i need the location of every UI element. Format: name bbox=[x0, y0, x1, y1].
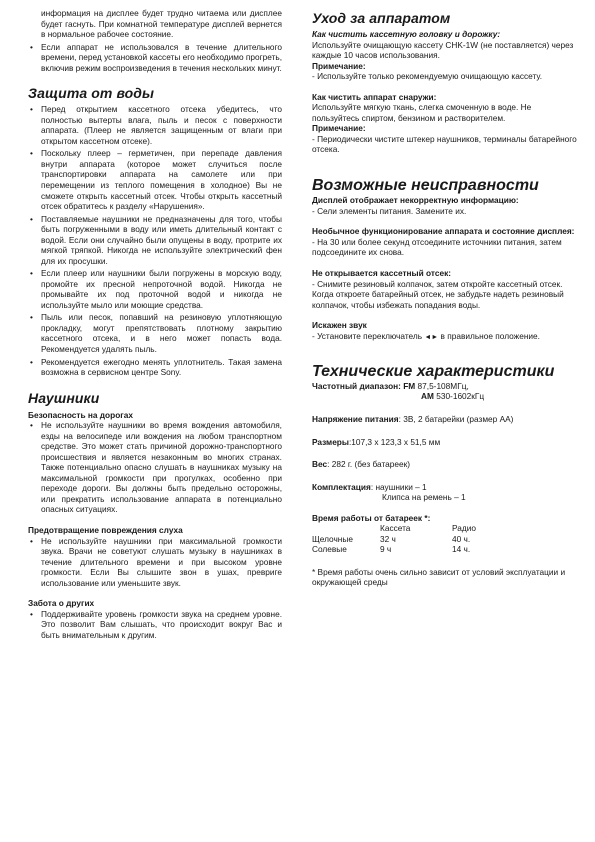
outside-cleaning-heading: Как чистить аппарат снаружи: bbox=[312, 91, 437, 102]
list-item-text: Не используйте наушники при максимальной громкости звука. Врачи не советуют слушать музыку в наушниках в течение длительного времени и при высоком уровне громкости. Если Вы слышите звон в ушах, превриге использование или уменьшите звук. bbox=[41, 535, 282, 588]
list-item: • Поддерживайте уровень громкости звука на среднем уровне. Это позволит Вам слышать, что происходит вокруг Вас и быть внимательным к другим. bbox=[30, 608, 282, 640]
battery-table bbox=[312, 523, 476, 555]
water-list bbox=[28, 104, 282, 377]
direction-switch-icon: ◄► bbox=[424, 333, 439, 341]
list-item: • Поскольку плеер – герметичен, при перепаде давления внутри аппарата (которое может случиться после транспортировки аппарата на самолете или при перемещении из теплого помещения в холодное) Вы не сможете открыть кассетный отсек. Чтобы открыть кассетный отсек обратитесь к разделу «Нарушения». bbox=[30, 148, 282, 212]
battery-footnote: * Время работы очень сильно зависит от условий эксплуатации и окружающей среды bbox=[312, 566, 566, 588]
list-item-text: Если аппарат не использовался в течение длительного времени, перед установкой кассеты его необходимо прогреть, включив режим воспроизведения в течения нескольких минут. bbox=[41, 41, 282, 73]
list-item-text: Поставляемые наушники не предназначены для того, чтобы быть погруженными в воду или иметь длительный контакт с водой. Если они случайно были опущены в воду, протрите их мягкой тряпкой. Никогда не используйте электрический фен для их просушки. bbox=[41, 213, 282, 266]
list-item: • Рекомендуется ежегодно менять уплотнитель. Такая замена возможна в сервисном центре Sony. bbox=[30, 356, 282, 378]
head-cleaning-text: Используйте очищающую кассету CHK-1W (не поставляется) через каждые 10 часов использования. bbox=[312, 39, 574, 61]
kit-row-2: Клипса на ремень – 1 bbox=[382, 492, 466, 503]
size-row: Размеры:107,3 х 123,3 х 51,5 мм bbox=[312, 436, 441, 447]
frequency-row: Частотный диапазон: FM 87,5-108МГц, bbox=[312, 380, 469, 391]
note-label: Примечание: bbox=[312, 60, 366, 71]
kit-row: Комплектация: наушники – 1 bbox=[312, 481, 427, 492]
right-column bbox=[312, 8, 578, 588]
intro-paragraph: информация на дисплее будет трудно читаема или дисплее будет гаснуть. При комнатной температуре дисплей вернется в нормальное рабочее состояние. bbox=[41, 8, 282, 40]
care-section-title: Уход за аппаратом bbox=[312, 10, 451, 26]
headphones-section-title: Наушники bbox=[28, 389, 100, 406]
road-safety-heading: Безопасность на дорогах bbox=[28, 409, 133, 420]
weight-row: Вес: 282 г. (без батареек) bbox=[312, 459, 411, 470]
head-cleaning-heading: Как чистить кассетную головку и дорожку: bbox=[312, 29, 501, 40]
list-item: • Если плеер или наушники были погружены в морскую воду, промойте их пресной непроточной водой. Никогда не промывайте их под проточной водой и никогда не используйте мыло или моющие средства. bbox=[30, 268, 282, 310]
list-item: • Не используйте наушники во время вождения автомобиля, езды на велосипеде или вождения на любом транспортном средстве. Это может стать причиной дорожно-транспортного происшествия и является незаконным во многих странах. Также потенциально опасно слушать в наушниках музыку на максимальной громкости при прогулках, особенно при переходе дороги. Вы должны быть предельно осторожны, или прекратить использование аппарата в потенциально опасных ситуациях. bbox=[30, 420, 282, 515]
sound-fault-text: - Установите переключатель ◄► в правильное положение. bbox=[312, 330, 540, 341]
am-row: AM 530-1602кГц bbox=[421, 391, 485, 402]
list-item: • Поставляемые наушники не предназначены для того, чтобы быть погруженными в воду или иметь длительный контакт с водой. Если они случайно были опущены в воду, протрите их мягкой тряпкой. Никогда не используйте электрический фен для их просушки. bbox=[30, 213, 282, 266]
list-item-text: Перед открытием кассетного отсека убедитесь, что полностью вытерты влага, пыль и песок с поверхности аппарата. (Плеер не является защищенным от влаги при открытом кассетном отсеке). bbox=[41, 104, 282, 146]
battery-life-heading: Время работы от батареек *: bbox=[312, 512, 431, 523]
list-item: • Пыль или песок, попавший на резиновую уплотняющую прокладку, могут препятствовать плотному закрытию кассетного отсека, и в него может попасть вода. Рекомендуется удалять пыль. bbox=[30, 312, 282, 354]
outside-cleaning-text: Используйте мягкую ткань, слегка смоченную в воде. Не пользуйтесь спиртом, бензином и растворителем. bbox=[312, 102, 532, 123]
left-column bbox=[28, 8, 282, 640]
list-item-text: Поддерживайте уровень громкости звука на среднем уровне. Это позволит Вам слышать, что происходит вокруг Вас и быть внимательным к другим. bbox=[41, 608, 282, 640]
list-item-text: Если плеер или наушники были погружены в морскую воду, промойте их пресной непроточной водой. Никогда не промывайте их под проточной водой и никогда не используйте мыло или моющие средства. bbox=[41, 268, 282, 310]
table-row: Щелочные 32 ч 40 ч. bbox=[312, 533, 471, 544]
cassette-fault-heading: Не открывается кассетный отсек: bbox=[312, 267, 451, 278]
others-heading: Забота о других bbox=[28, 598, 95, 609]
list-item-text: Не используйте наушники во время вождения автомобиля, езды на велосипеде или вождения на любом транспортном средстве. Это может стать причиной дорожно-транспортного происшествия и является незаконным во многих странах. Также потенциально опасно слушать в наушниках музыку на максимальной громкости при прогулках, особенно при переходе дороги. Вы должны быть предельно осторожны, или прекратить использование аппарата в потенциально опасных ситуациях. bbox=[41, 420, 282, 515]
list-item-text: Поскольку плеер – герметичен, при перепаде давления внутри аппарата (которое может случиться после транспортировки аппарата на самолете или при перемещении из теплого помещения в холодное) Вы не сможете открыть кассетный отсек. Чтобы открыть кассетный отсек обратитесь к разделу «Нарушения». bbox=[41, 148, 282, 212]
list-item-text: Пыль или песок, попавший на резиновую уплотняющую прокладку, могут препятствовать плотному закрытию кассетного отсека, и в него может попасть вода. Рекомендуется удалять пыль. bbox=[41, 312, 282, 354]
function-fault-heading: Необычное функционирование аппарата и состояние дисплея: bbox=[312, 226, 575, 237]
specs-section-title: Технические характеристики bbox=[312, 362, 555, 380]
sound-fault-heading: Искажен звук bbox=[312, 320, 367, 331]
display-fault-text: - Сели элементы питания. Замените их. bbox=[312, 205, 467, 216]
function-fault-text: - На 30 или более секунд отсоедините источники питания, затем подсоедините их снова. bbox=[312, 236, 562, 258]
power-row: Напряжение питания: 3В, 2 батарейки (размер АА) bbox=[312, 413, 514, 424]
water-section-title: Защита от воды bbox=[28, 85, 155, 102]
list-item: • Не используйте наушники при максимальной громкости звука. Врачи не советуют слушать музыку в наушниках в течение длительного времени и при высоком уровне громкости. Если Вы слышите звон в ушах, превриге использование или уменьшите звук. bbox=[30, 535, 282, 588]
cassette-fault-text: - Снимите резиновый колпачок, затем откройте кассетный отсек. Когда откроете батарейный отсек, не забудьте надеть резиновый колпачок, чтобы избежать попадания воды. bbox=[312, 278, 564, 310]
note-text: - Периодически чистите штекер наушников, терминалы батарейного отсека. bbox=[312, 133, 577, 155]
intro-list bbox=[28, 42, 282, 74]
others-list bbox=[28, 609, 282, 641]
hearing-list bbox=[28, 536, 282, 589]
note-label: Примечание: bbox=[312, 123, 366, 134]
hearing-heading: Предотвращение повреждения слуха bbox=[28, 524, 183, 535]
list-item: • Если аппарат не использовался в течение длительного времени, перед установкой кассеты его необходимо прогреть, включив режим воспроизведения в течения нескольких минут. bbox=[30, 41, 282, 73]
table-row: Солевые 9 ч 14 ч. bbox=[312, 544, 471, 555]
display-fault-heading: Дисплей отображает некорректную информацию: bbox=[312, 195, 519, 206]
table-row: Кассета Радио bbox=[380, 523, 476, 534]
faults-section-title: Возможные неисправности bbox=[312, 176, 539, 194]
note-text: - Используйте только рекомендуемую очищающую кассету. bbox=[312, 71, 543, 82]
list-item-text: Рекомендуется ежегодно менять уплотнитель. Такая замена возможна в сервисном центре Sony. bbox=[41, 356, 282, 378]
road-safety-list bbox=[28, 420, 282, 515]
list-item: • Перед открытием кассетного отсека убедитесь, что полностью вытерты влага, пыль и песок с поверхности аппарата. (Плеер не является защищенным от влаги при открытом кассетном отсеке). bbox=[30, 104, 282, 146]
